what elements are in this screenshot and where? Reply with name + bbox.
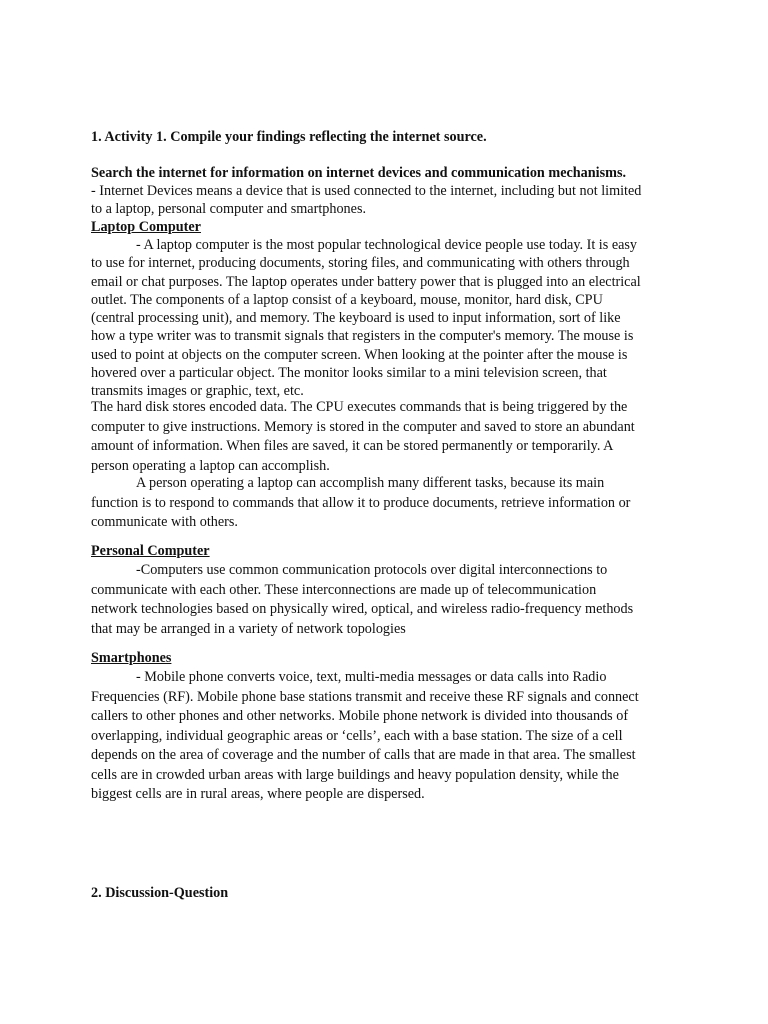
laptop-line: A person operating a laptop can accomplish many different tasks, because its main [136, 475, 605, 491]
laptop-line: to use for internet, producing documents, storing files, and communicating with others through [91, 255, 630, 272]
smartphones-line: depends on the area of coverage and the number of calls that are made in that area. The smallest [91, 747, 636, 763]
personal-line: that may be arranged in a variety of network topologies [91, 620, 406, 637]
personal-line: network technologies based on physically wired, optical, and wireless radio-frequency methods [91, 601, 634, 617]
laptop-line: email or chat purposes. The laptop operates under battery power that is plugged into an electrical [91, 273, 641, 290]
intro-line: - Internet Devices means a device that is used connected to the internet, including but not limited [91, 183, 642, 199]
laptop-line: used to point at objects on the computer screen. When looking at the pointer after the mouse is [91, 346, 628, 363]
personal-line: communicate with each other. These interconnections are made up of telecommunication [91, 581, 597, 598]
smartphones-line: biggest cells are in rural areas, where people are dispersed. [91, 786, 425, 802]
laptop-line: function is to respond to commands that allow it to produce documents, retrieve information or [91, 494, 631, 511]
smartphones-title: Smartphones [91, 650, 172, 666]
smartphones-line: cells are in crowded urban areas with large buildings and heavy population density, while the [91, 766, 619, 783]
laptop-paragraph-3 [91, 474, 681, 533]
personal-line: -Computers use common communication protocols over digital interconnections to [136, 562, 608, 578]
personal-title: Personal Computer [91, 543, 210, 559]
laptop-line: hovered over a particular object. The monitor looks similar to a mini television screen, that [91, 365, 607, 382]
search-heading: Search the internet for information on internet devices and communication mechanisms. [91, 165, 627, 181]
personal-paragraph [91, 561, 681, 639]
smartphones-line: overlapping, individual geographic areas or ‘cells’, each with a base station. The size of a cell [91, 727, 623, 744]
laptop-title: Laptop Computer [91, 219, 201, 235]
laptop-line: amount of information. When files are saved, it can be stored permanently or temporarily. A [91, 438, 614, 454]
activity-heading: 1. Activity 1. Compile your findings reflecting the internet source. [91, 129, 487, 145]
laptop-line: how a type writer was to transmit signals that registers in the computer's memory. The mouse is [91, 328, 634, 345]
laptop-paragraph-2 [91, 398, 681, 476]
laptop-line: (central processing unit), and memory. The keyboard is used to input information, sort of like [91, 310, 621, 327]
laptop-line: outlet. The components of a laptop consist of a keyboard, mouse, monitor, hard disk, CPU [91, 291, 603, 308]
laptop-line: transmits images or graphic, text, etc. [91, 383, 304, 400]
laptop-line: The hard disk stores encoded data. The CPU executes commands that is being triggered by the [91, 399, 628, 415]
laptop-line: computer to give instructions. Memory is stored in the computer and saved to store an abundant [91, 418, 635, 435]
smartphones-paragraph [91, 668, 681, 805]
intro-line: to a laptop, personal computer and smartphones. [91, 201, 367, 218]
laptop-line: person operating a laptop can accomplish. [91, 457, 330, 474]
smartphones-line: callers to other phones and other networks. Mobile phone network is divided into thousands of [91, 708, 629, 724]
intro-paragraph [91, 182, 681, 219]
laptop-line: communicate with others. [91, 514, 238, 530]
discussion-heading: 2. Discussion-Question [91, 885, 229, 901]
smartphones-line: Frequencies (RF). Mobile phone base stations transmit and receive these RF signals and connect [91, 688, 639, 705]
laptop-line: - A laptop computer is the most popular technological device people use today. It is easy [136, 237, 638, 253]
laptop-paragraph-1 [91, 236, 681, 401]
smartphones-line: - Mobile phone converts voice, text, multi-media messages or data calls into Radio [136, 669, 607, 685]
